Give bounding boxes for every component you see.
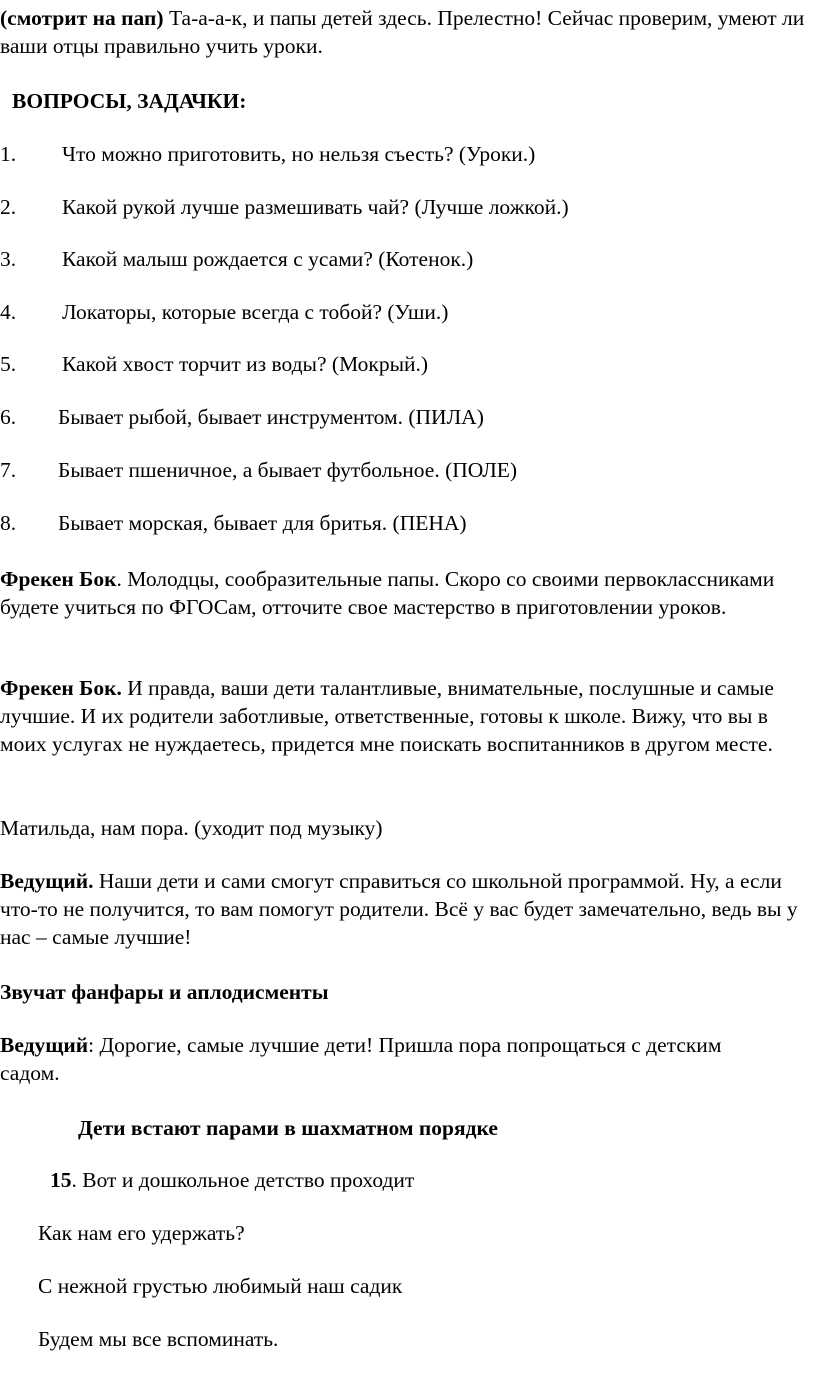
poem-line-text: С нежной грустью любимый наш садик: [38, 1274, 403, 1298]
section-title-text: ВОПРОСЫ, ЗАДАЧКИ:: [12, 89, 247, 113]
speaker-name: Фрекен Бок.: [0, 676, 122, 700]
stage-direction: (смотрит на пап): [0, 6, 164, 30]
question-number: 2.: [0, 195, 17, 219]
question-text: Какой малыш рождается с усами? (Котенок.): [62, 247, 474, 271]
question-text: Бывает пшеничное, а бывает футбольное. (ПОЛЕ): [58, 458, 518, 482]
freken-bok-remark-1: [0, 565, 812, 621]
question-text: Какой хвост торчит из воды? (Мокрый.): [62, 352, 429, 376]
question-text: Бывает морская, бывает для бритья. (ПЕНА): [58, 511, 467, 535]
speaker-name: Ведущий: [0, 1033, 89, 1057]
remark-text: И правда, ваши дети талантливые, внимательные, послушные и самые лучшие. И их родители заботливые, ответственные, готовы к школе. Вижу, что вы в моих услугах не нуждаетесь, придется мне поискать воспитанников в другом месте.: [0, 676, 774, 756]
remark-text: : Дорогие, самые лучшие дети! Пришла пора попрощаться с детским садом.: [0, 1033, 722, 1085]
stage-note-fanfare: [0, 978, 329, 1006]
matilda-line: [0, 814, 383, 842]
question-item: [0, 403, 484, 431]
remark-text: Наши дети и сами смогут справиться со школьной программой. Ну, а если что-то не получится, то вам помогут родители. Всё у вас будет замечательно, ведь вы у нас – самые лучшие!: [0, 869, 798, 949]
question-text: Бывает рыбой, бывает инструментом. (ПИЛА): [58, 405, 484, 429]
poem-line-4: [38, 1325, 278, 1353]
question-text: Какой рукой лучше размешивать чай? (Лучше ложкой.): [62, 195, 569, 219]
poem-number: 15: [50, 1168, 72, 1192]
question-text: Локаторы, которые всегда с тобой? (Уши.): [62, 300, 449, 324]
question-item: [0, 456, 517, 484]
poem-line-3: [38, 1272, 402, 1300]
freken-bok-remark-2: [0, 674, 812, 758]
question-number: 7.: [0, 458, 17, 482]
question-item: [0, 193, 569, 221]
question-item: [0, 298, 448, 326]
intro-text: Та-а-а-к, и папы детей здесь. Прелестно! Сейчас проверим, умеют ли ваши отцы правильно учить уроки.: [0, 6, 805, 58]
question-item: [0, 245, 473, 273]
remark-text: . Молодцы, сообразительные папы. Скоро со своими первоклассниками будете учиться по ФГОСам, отточите свое мастерство в приготовлении уроков.: [0, 567, 775, 619]
section-title: [12, 87, 246, 115]
question-number: 6.: [0, 405, 17, 429]
question-item: [0, 509, 467, 537]
question-number: 4.: [0, 300, 17, 324]
stage-note-text: Звучат фанфары и аплодисменты: [0, 980, 329, 1004]
poem-line-1: [50, 1166, 414, 1194]
poem-line-text: Будем мы все вспоминать.: [38, 1327, 279, 1351]
host-remark-2: [0, 1031, 760, 1087]
stage-note-text: Дети встают парами в шахматном порядке: [78, 1116, 498, 1140]
poem-line-2: [38, 1219, 245, 1247]
question-number: 3.: [0, 247, 17, 271]
stage-note-pairs: [78, 1114, 498, 1142]
question-item: [0, 140, 535, 168]
speaker-name: Ведущий.: [0, 869, 94, 893]
poem-line-text: . Вот и дошкольное детство проходит: [71, 1168, 415, 1192]
question-number: 5.: [0, 352, 17, 376]
speaker-name: Фрекен Бок: [0, 567, 117, 591]
question-number: 1.: [0, 142, 17, 166]
intro-paragraph: [0, 4, 816, 60]
question-number: 8.: [0, 511, 17, 535]
question-text: Что можно приготовить, но нельзя съесть? (Уроки.): [62, 142, 536, 166]
host-remark-1: [0, 867, 812, 951]
question-item: [0, 350, 428, 378]
line-text: Матильда, нам пора. (уходит под музыку): [0, 816, 383, 840]
poem-line-text: Как нам его удержать?: [38, 1221, 245, 1245]
